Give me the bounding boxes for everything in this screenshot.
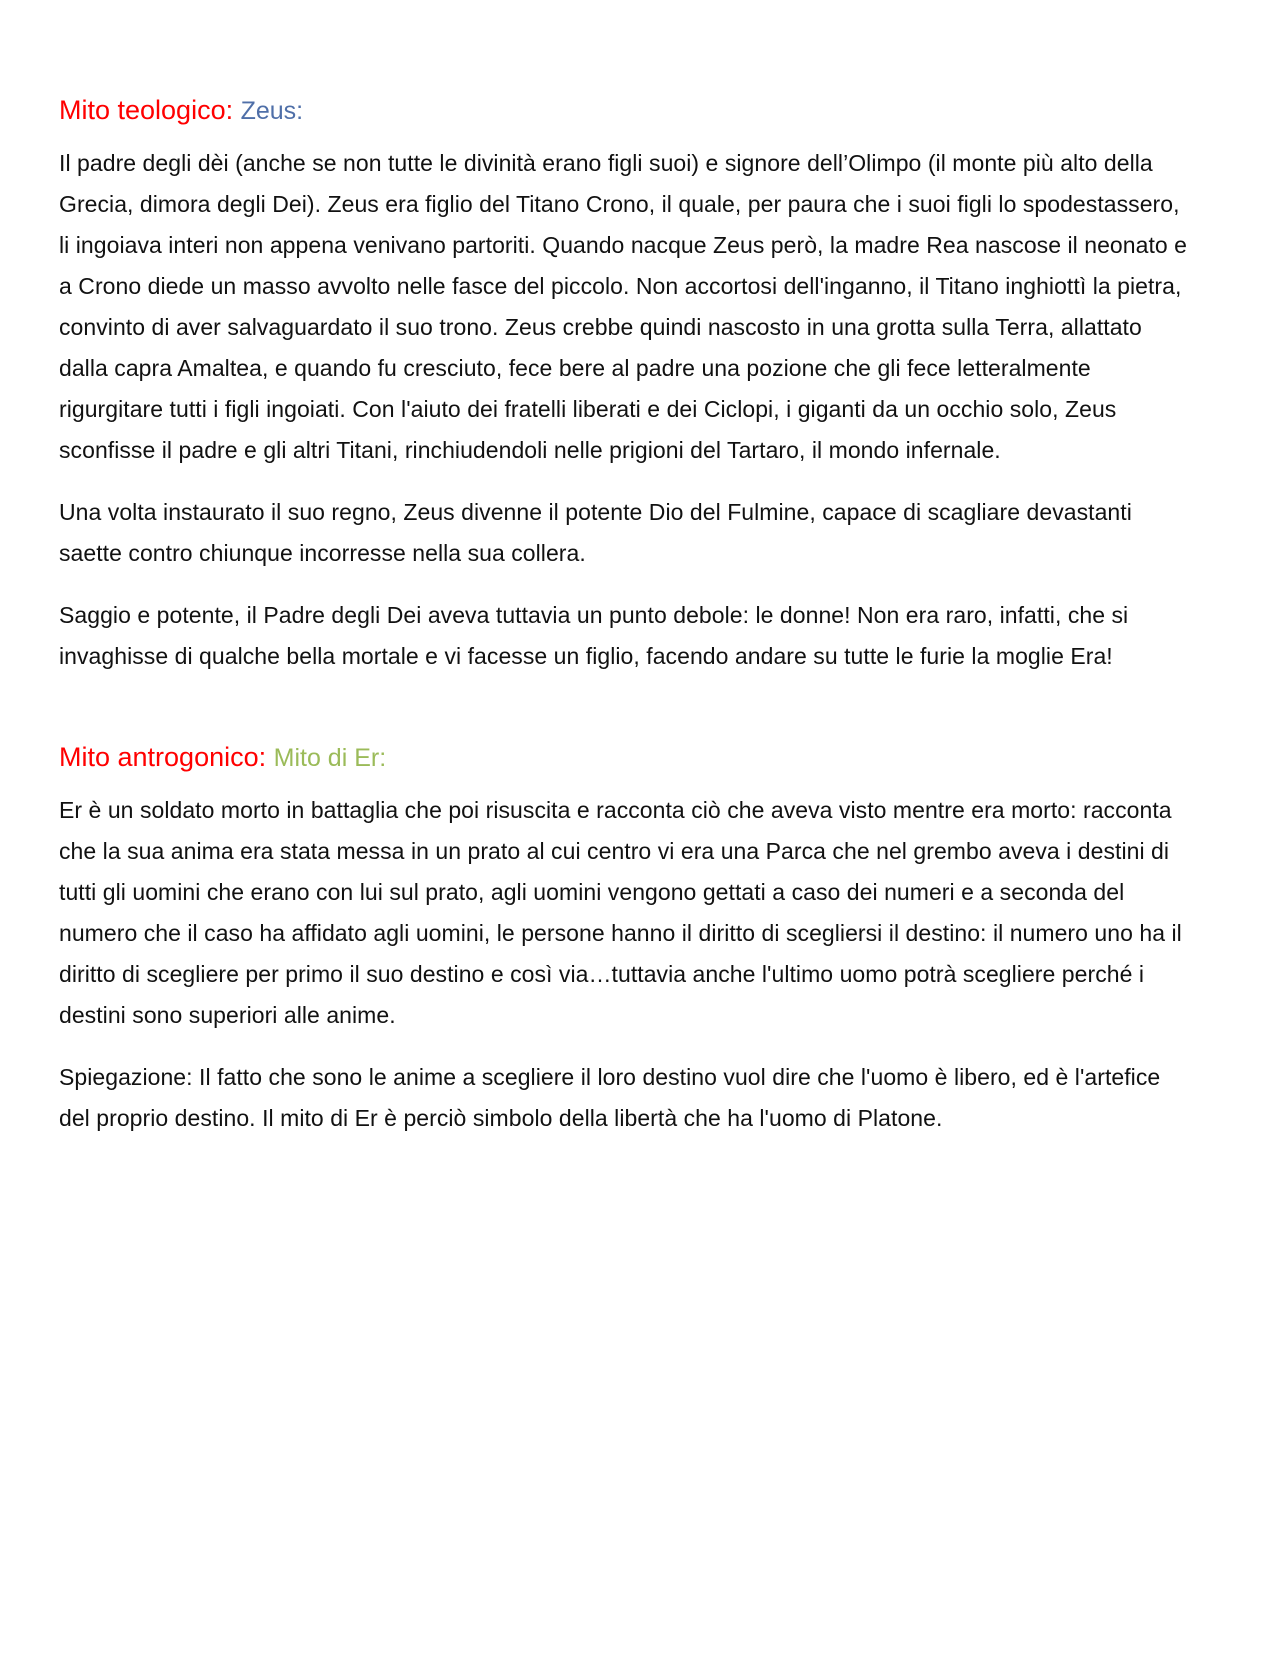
section-er bbox=[59, 739, 1189, 1139]
paragraph: Il padre degli dèi (anche se non tutte le divinità erano figli suoi) e signore dell’Olimpo (il monte più alto della Grecia, dimora degli Dei). Zeus era figlio del Titano Crono, il quale, per paura che i suoi figli lo spodestassero, li ingoiava interi non appena venivano partoriti. Quando nacque Zeus però, la madre Rea nascose il neonato e a Crono diede un masso avvolto nelle fasce del piccolo. Non accortosi dell'inganno, il Titano inghiottì la pietra, convinto di aver salvaguardato il suo trono. Zeus crebbe quindi nascosto in una grotta sulla Terra, allattato dalla capra Amaltea, e quando fu cresciuto, fece bere al padre una pozione che gli fece letteralmente rigurgitare tutti i figli ingoiati. Con l'aiuto dei fratelli liberati e dei Ciclopi, i giganti da un occhio solo, Zeus sconfisse il padre e gli altri Titani, rinchiudendoli nelle prigioni del Tartaro, il mondo infernale. bbox=[59, 150, 1188, 463]
heading-subject: Zeus: bbox=[240, 97, 304, 125]
document-page bbox=[59, 92, 1189, 1160]
paragraph: Spiegazione: Il fatto che sono le anime a scegliere il loro destino vuol dire che l'uomo è libero, ed è l'artefice del proprio destino. Il mito di Er è perciò simbolo della libertà che ha l'uomo di Platone. bbox=[59, 1064, 1161, 1131]
section-zeus bbox=[59, 92, 1189, 677]
section-heading bbox=[59, 739, 1189, 776]
paragraph: Saggio e potente, il Padre degli Dei aveva tuttavia un punto debole: le donne! Non era raro, infatti, che si invaghisse di qualche bella mortale e vi facesse un figlio, facendo andare su tutte le furie la moglie Era! bbox=[59, 602, 1129, 669]
paragraph: Er è un soldato morto in battaglia che poi risuscita e racconta ciò che aveva visto mentre era morto: racconta che la sua anima era stata messa in un prato al cui centro vi era una Parca che nel grembo aveva i destini di tutti gli uomini che erano con lui sul prato, agli uomini vengono gettati a caso dei numeri e a seconda del numero che il caso ha affidato agli uomini, le persone hanno il diritto di scegliersi il destino: il numero uno ha il diritto di scegliere per primo il suo destino e così via…tuttavia anche l'ultimo uomo potrà scegliere perché i destini sono superiori alle anime. bbox=[59, 797, 1182, 1028]
paragraph: Una volta instaurato il suo regno, Zeus divenne il potente Dio del Fulmine, capace di scagliare devastanti saette contro chiunque incorresse nella sua collera. bbox=[59, 499, 1132, 566]
heading-label: Mito antrogonico: bbox=[59, 742, 274, 772]
heading-label: Mito teologico: bbox=[59, 95, 241, 125]
heading-subject: Mito di Er: bbox=[273, 744, 387, 772]
section-heading bbox=[59, 92, 1189, 129]
